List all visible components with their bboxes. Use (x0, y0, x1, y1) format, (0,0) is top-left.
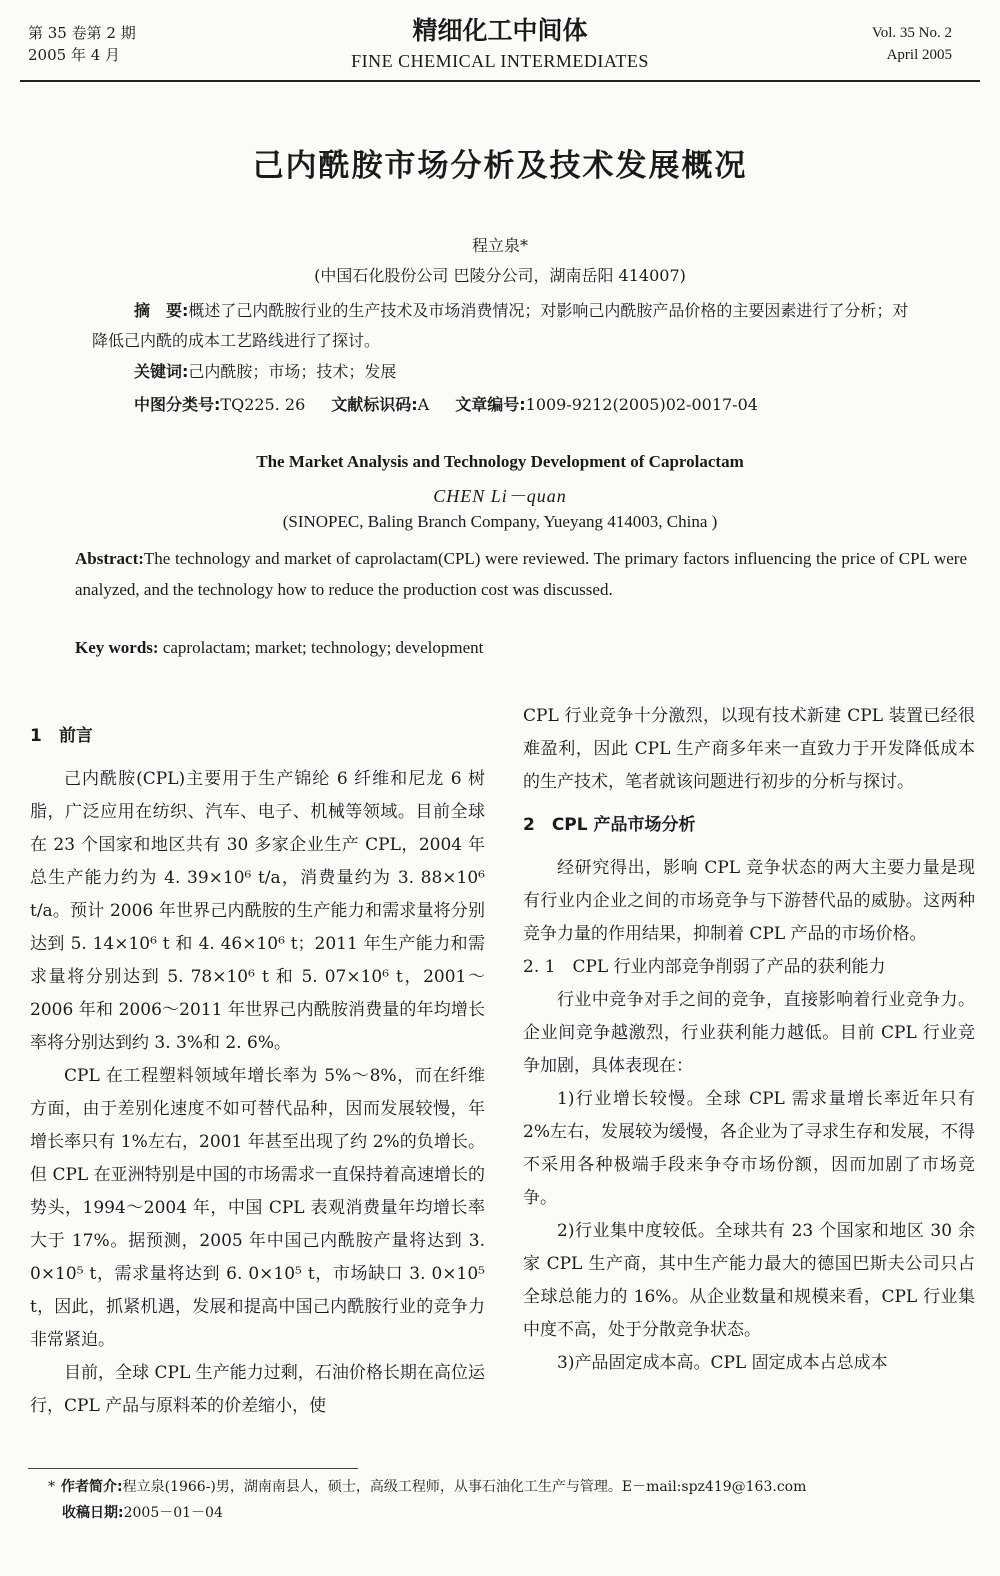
list-item: 3)产品固定成本高。CPL 固定成本占总成本 (557, 1353, 888, 1373)
volume-issue-en: Vol. 35 No. 2 (871, 25, 952, 41)
author-bio-label: 作者简介: (61, 1479, 123, 1495)
paragraph: 经研究得出，影响 CPL 竞争状态的两大主要力量是现有行业内企业之间的市场竞争与下游替代品的威胁。这两种竞争力量的作用结果，抑制着 CPL 产品的市场价格。 (523, 858, 975, 944)
keywords-en (75, 638, 483, 658)
paper-title-zh: 己内酰胺市场分析及技术发展概况 (252, 148, 748, 184)
journal-name (0, 14, 1000, 74)
author-zh: 程立泉* (471, 236, 528, 255)
list-item: 2)行业集中度较低。全球共有 23 个国家和地区 30 余家 CPL 生产商，其中生产能力最大的德国巴斯夫公司只占全球总能力的 16%。从企业数量和规模来看，CPL 行业集中度不高，处于分散竞争状态。 (523, 1221, 975, 1340)
received-date-value: 2005－01－04 (123, 1505, 223, 1521)
abstract-zh-text: 概述了己内酰胺行业的生产技术及市场消费情况；对影响己内酰胺产品价格的主要因素进行了分析；对降低己内酰的成本工艺路线进行了探讨。 (92, 301, 909, 350)
issue-info-en (872, 22, 952, 66)
abstract-en-text: The technology and market of caprolactam(CPL) were reviewed. The primary factors influencing the price of CPL were analyzed, and the technology how to reduce the production cost was discussed. (75, 549, 967, 599)
paragraph: 行业中竞争对手之间的竞争，直接影响着行业竞争力。企业间竞争越激烈，行业获利能力越低。目前 CPL 行业竞争加剧，具体表现在： (523, 990, 975, 1076)
subsection-2-1-heading: 2. 1 CPL 行业内部竞争削弱了产品的获利能力 (523, 957, 886, 977)
author-en: CHEN Li－quan (433, 486, 567, 506)
doc-code-value: A (417, 395, 430, 414)
body-left-column (30, 710, 485, 1423)
received-date-label: 收稿日期: (62, 1505, 124, 1521)
clc-value: TQ225. 26 (220, 395, 306, 414)
keywords-zh-text: 己内酰胺；市场；技术；发展 (188, 362, 397, 381)
section-2-heading: 2 CPL 产品市场分析 (523, 815, 696, 835)
body-right-column (523, 700, 975, 1380)
keywords-en-label: Key words: (75, 638, 159, 657)
abstract-en-label: Abstract: (75, 549, 144, 568)
volume-issue: 第 35 卷第 2 期 (28, 24, 136, 42)
author-bio-text: 程立泉(1966-)男，湖南南县人，硕士，高级工程师，从事石油化工生产与管理。E－mail:spz419@163.com (122, 1479, 807, 1495)
article-no-value: 1009-9212(2005)02-0017-04 (525, 395, 758, 414)
footnote (48, 1474, 807, 1526)
classification-line (134, 390, 758, 420)
footnote-marker: * (48, 1479, 55, 1495)
article-no-label: 文章编号: (455, 395, 526, 414)
paragraph: 目前，全球 CPL 生产能力过剩，石油价格长期在高位运行，CPL 产品与原料苯的价差缩小，使 (30, 1363, 485, 1416)
clc-label: 中图分类号: (134, 395, 221, 414)
journal-name-en: FINE CHEMICAL INTERMEDIATES (351, 51, 649, 71)
list-item: 1)行业增长较慢。全球 CPL 需求量增长率近年只有 2%左右，发展较为缓慢，各企业为了寻求生存和发展，不得不采用各种极端手段来争夺市场份额，因而加剧了市场竞争。 (523, 1089, 975, 1208)
abstract-zh-label: 摘 要: (134, 301, 189, 320)
keywords-en-text: caprolactam; market; technology; development (162, 638, 484, 657)
paper-title-en: The Market Analysis and Technology Development of Caprolactam (256, 452, 744, 471)
affiliation-zh: (中国石化股份公司 巴陵分公司，湖南岳阳 414007) (314, 266, 686, 285)
keywords-zh-label: 关键词: (134, 362, 189, 381)
paragraph: CPL 行业竞争十分激烈，以现有技术新建 CPL 装置已经很难盈利，因此 CPL 生产商多年来一直致力于开发降低成本的生产技术，笔者就该问题进行初步的分析与探讨。 (523, 706, 975, 792)
affiliation-en: (SINOPEC, Baling Branch Company, Yueyang 414003, China ) (282, 512, 718, 531)
received-date (62, 1500, 806, 1526)
keywords-zh (134, 357, 396, 387)
paragraph: 己内酰胺(CPL)主要用于生产锦纶 6 纤维和尼龙 6 树脂，广泛应用在纺织、汽车、电子、机械等领域。目前全球在 23 个国家和地区共有 30 多家企业生产 CPL，2004 年总生产能力约为 4. 39×10⁶ t/a，消费量约为 3. 88×10⁶ t/a。预计 2006 年世界己内酰胺的生产能力和需求量将分别达到 5. 14×10⁶ t 和 4. 46×10⁶ t；2011 年生产能力和需求量将分别达到 5. 78×10⁶ t 和 5. 07×10⁶ t，2001～2006 年和 2006～2011 年世界己内酰胺消费量的年均增长率将分别达到约 3. 3%和 2. 6%。 (30, 769, 485, 1053)
paragraph: CPL 在工程塑料领域年增长率为 5%～8%，而在纤维方面，由于差别化速度不如可替代品种，因而发展较慢，年增长率只有 1%左右，2001 年甚至出现了约 2%的负增长。但 CPL 在亚洲特别是中国的市场需求一直保持着高速增长的势头，1994～2004 年，中国 CPL 表观消费量年均增长率大于 17%。据预测，2005 年中国己内酰胺产量将达到 3. 0×10⁵ t，需求量将达到 6. 0×10⁵ t，市场缺口 3. 0×10⁵ t，因此，抓紧机遇，发展和提高中国己内酰胺行业的竞争力非常紧迫。 (30, 1066, 485, 1350)
header-rule (20, 80, 980, 82)
footnote-rule (28, 1468, 358, 1469)
issue-date-en: April 2005 (886, 47, 952, 63)
section-1-heading: 1 前言 (30, 726, 93, 746)
abstract-zh (92, 296, 922, 356)
author-bio (48, 1474, 807, 1500)
doc-code-label: 文献标识码: (331, 395, 418, 414)
abstract-en (75, 543, 967, 605)
journal-name-zh: 精细化工中间体 (412, 16, 588, 45)
issue-date: 2005 年 4 月 (28, 46, 121, 64)
